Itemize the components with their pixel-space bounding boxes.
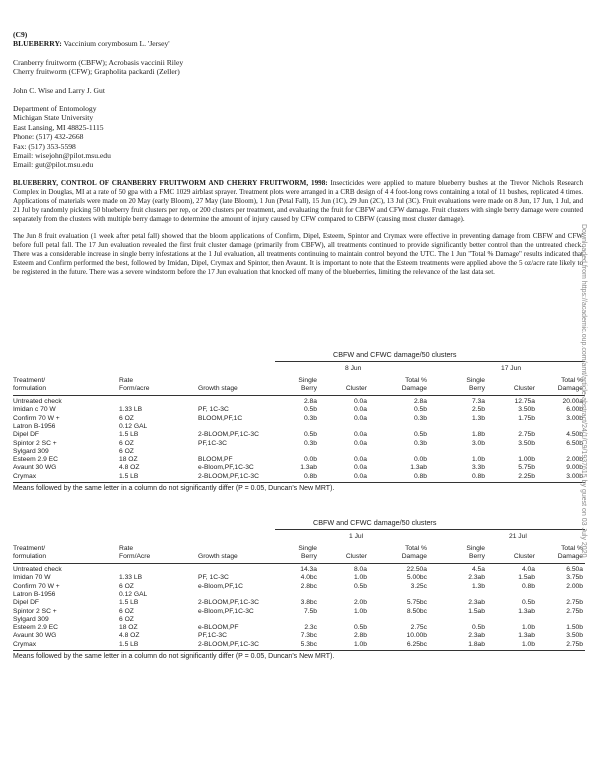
table-cell: 7.3a bbox=[471, 398, 485, 405]
column-header-line: Total % bbox=[405, 377, 427, 384]
column-header-line: Growth stage bbox=[198, 385, 238, 393]
column-header-line: Berry bbox=[301, 385, 317, 393]
table-row bbox=[13, 624, 585, 632]
header-rule bbox=[13, 395, 585, 396]
table-cell: 0.5b bbox=[471, 624, 485, 632]
table-cell: Dipel DF bbox=[13, 599, 40, 607]
table-cell: 3.0b bbox=[471, 439, 485, 447]
table-cell: 6.00b bbox=[566, 406, 583, 414]
table-cell: 1.3ab bbox=[518, 632, 535, 640]
column-header-line: Damage bbox=[557, 385, 583, 393]
table-cell: 8.0a bbox=[353, 566, 367, 573]
table-cell: 3.75b bbox=[566, 574, 583, 582]
column-header-line: formulation bbox=[13, 553, 47, 561]
table-row bbox=[13, 415, 585, 423]
table-cell: 0.0a bbox=[353, 398, 367, 405]
table-cell: 2.75b bbox=[566, 599, 583, 607]
table-cell: 2.8a bbox=[303, 398, 317, 405]
column-header-line: Cluster bbox=[345, 553, 367, 561]
table-cell: 2.75b bbox=[566, 607, 583, 615]
download-watermark-text: Downloaded from https://academic.oup.com/amt/article-abstract/24/1/C9/1937615 by guest on 03 July 2020 bbox=[580, 224, 587, 558]
table-cell: 7.5b bbox=[303, 607, 317, 615]
table-cell: 12.75a bbox=[514, 398, 535, 405]
column-header bbox=[443, 545, 485, 562]
column-header bbox=[13, 377, 98, 394]
table-cell: 1.50b bbox=[566, 624, 583, 632]
column-header-line: Rate bbox=[119, 545, 134, 552]
table-cell: 0.5b bbox=[413, 406, 427, 414]
table-cell: 0.0a bbox=[353, 464, 367, 472]
table-cell: 7.3bc bbox=[300, 632, 317, 640]
table-cell: 0.5b bbox=[303, 431, 317, 439]
column-header-line: Single bbox=[298, 377, 317, 384]
column-header-line: Cluster bbox=[345, 385, 367, 393]
table-cell: Dipel DF bbox=[13, 431, 40, 439]
table-row bbox=[13, 641, 585, 649]
table-cell: 2.8a bbox=[413, 398, 427, 405]
column-header-line: Berry bbox=[469, 553, 485, 561]
table-cell: 2.8bc bbox=[300, 582, 317, 590]
table-cell: 1.0b bbox=[353, 607, 367, 615]
table-cell: 2.00b bbox=[566, 456, 583, 464]
table-cell: 1.5ab bbox=[468, 607, 485, 615]
table-cell: 1.5ab bbox=[518, 574, 535, 582]
column-header-line: Damage bbox=[557, 553, 583, 561]
download-watermark bbox=[577, 224, 589, 604]
column-header-line: Total % bbox=[561, 377, 583, 384]
table-cell: 0.0a bbox=[353, 456, 367, 464]
crop-line bbox=[13, 39, 583, 48]
table-cell: 3.3b bbox=[471, 464, 485, 472]
table-cell: 0.5b bbox=[353, 624, 367, 632]
table-cell: 1.0b bbox=[471, 456, 485, 464]
table-cell: 1.00b bbox=[518, 456, 535, 464]
date-label: 1 Jul bbox=[349, 533, 364, 540]
table-cell: 1.0b bbox=[521, 624, 535, 632]
group-rule bbox=[275, 361, 585, 362]
table-cell: 6 OZ bbox=[119, 615, 134, 623]
table-row bbox=[13, 583, 585, 591]
table-cell: Untreated check bbox=[13, 398, 62, 405]
column-header bbox=[385, 545, 427, 562]
table-cell: 18 OZ bbox=[119, 456, 138, 464]
table-row bbox=[13, 464, 585, 472]
table-cell: 4.5a bbox=[471, 566, 485, 573]
table-row bbox=[13, 398, 585, 406]
table-cell: 3.8bc bbox=[300, 599, 317, 607]
table-cell: BLOOM,PF bbox=[198, 456, 233, 464]
table-cell: 0.5b bbox=[303, 406, 317, 414]
report-code: (C9) bbox=[13, 30, 28, 39]
table-cell: 6 OZ bbox=[119, 414, 134, 422]
table-cell: 1.5 LB bbox=[119, 640, 139, 648]
table-cell: Avaunt 30 WG bbox=[13, 632, 57, 640]
table-cell: Confirm 70 W + bbox=[13, 582, 60, 590]
table-row bbox=[13, 608, 585, 616]
column-header-line: Treatment/ bbox=[13, 545, 46, 552]
table-cell: 0.0a bbox=[353, 414, 367, 422]
column-header-line: Growth stage bbox=[198, 553, 238, 561]
table-cell: 3.50b bbox=[518, 406, 535, 414]
table-cell: Spintor 2 SC + bbox=[13, 607, 57, 615]
column-header-line: Form/Acre bbox=[119, 553, 151, 561]
column-header-line: Cluster bbox=[513, 385, 535, 393]
address-line: Email: wisejohn@pilot.msu.edu bbox=[13, 151, 111, 161]
table-cell: 2-BLOOM,PF,1C-3C bbox=[198, 640, 259, 648]
table-cell: 1.3b bbox=[471, 582, 485, 590]
table-cell: 2.75b bbox=[566, 640, 583, 648]
column-header-line: Damage bbox=[401, 385, 427, 393]
group-title: CBFW and CFWC damage/50 clusters bbox=[313, 518, 437, 527]
table-cell: 4.8 OZ bbox=[119, 464, 140, 472]
report-header bbox=[13, 30, 583, 170]
crop-name: Vaccinium corymbosum L. 'Jersey' bbox=[61, 39, 170, 49]
table-cell: 6 OZ bbox=[119, 607, 134, 615]
table-cell: 2-BLOOM,PF,1C-3C bbox=[198, 431, 259, 439]
table-cell: 0.0a bbox=[353, 472, 367, 480]
table-cell: 5.75b bbox=[518, 464, 535, 472]
table-cell: Esteem 2.9 EC bbox=[13, 624, 58, 632]
column-header bbox=[493, 553, 535, 561]
header-rule bbox=[13, 563, 585, 564]
date-label: 8 Jun bbox=[345, 365, 362, 372]
table-row bbox=[13, 448, 585, 456]
table-cell: 0.5b bbox=[521, 599, 535, 607]
pest-cbfw: Cranberry fruitworm (CBFW); Acrobasis vaccinii Riley bbox=[13, 57, 184, 67]
authors: John C. Wise and Larry J. Gut bbox=[13, 85, 105, 95]
column-header bbox=[493, 385, 535, 393]
column-header bbox=[325, 385, 367, 393]
table-cell: 2.3ab bbox=[468, 632, 485, 640]
column-header bbox=[119, 377, 169, 394]
table-cell: 0.0a bbox=[353, 406, 367, 414]
table-cell: 1.5 LB bbox=[119, 472, 139, 480]
column-header-line: Berry bbox=[469, 385, 485, 393]
address-block bbox=[13, 104, 583, 170]
address-line: Email: gut@pilot.msu.edu bbox=[13, 160, 94, 170]
table-cell: 14.3a bbox=[300, 566, 317, 573]
table-cell: e-Bloom,PF,1C bbox=[198, 582, 243, 590]
table-cell: 0.3b bbox=[303, 439, 317, 447]
table-row bbox=[13, 599, 585, 607]
table-cell: 0.12 GAL bbox=[119, 590, 148, 598]
table-cell: Latron B-1956 bbox=[13, 422, 56, 430]
table-cell: 4.0bc bbox=[300, 574, 317, 582]
table-cell: BLOOM,PF,1C bbox=[198, 414, 243, 422]
column-header bbox=[13, 545, 98, 562]
table-cell: Imidan c 70 W bbox=[13, 406, 56, 414]
crop-label: BLUEBERRY: bbox=[13, 39, 62, 49]
table-cell: Esteem 2.9 EC bbox=[13, 456, 58, 464]
table-cell: 2.00b bbox=[566, 582, 583, 590]
group-title: CBFW and CFWC damage/50 clusters bbox=[333, 350, 457, 359]
table-row bbox=[13, 574, 585, 582]
table-cell: e-Bloom,PF,1C-3C bbox=[198, 607, 254, 615]
table-row bbox=[13, 456, 585, 464]
table-cell: 1.3ab bbox=[300, 464, 317, 472]
table-cell: 1.75b bbox=[518, 414, 535, 422]
table-cell: 8.50bc bbox=[406, 607, 427, 615]
column-header bbox=[119, 545, 169, 562]
column-header bbox=[443, 377, 485, 394]
column-header bbox=[275, 377, 317, 394]
table-cell: 2-BLOOM,PF,1C-3C bbox=[198, 472, 259, 480]
column-header-line: Cluster bbox=[513, 553, 535, 561]
table-cell: 1.5 LB bbox=[119, 431, 139, 439]
table-cell: 2.25b bbox=[518, 472, 535, 480]
table-cell: 1.5 LB bbox=[119, 599, 139, 607]
table-cell: 1.3ab bbox=[518, 607, 535, 615]
table-cell: 2.3c bbox=[304, 624, 317, 632]
table-cell: 3.00b bbox=[566, 414, 583, 422]
column-header-line: Total % bbox=[405, 545, 427, 552]
column-header-line: Treatment/ bbox=[13, 377, 46, 384]
column-header-line: Damage bbox=[401, 553, 427, 561]
column-header bbox=[275, 545, 317, 562]
table-cell: 5.00bc bbox=[406, 574, 427, 582]
table-cell: 2.0b bbox=[353, 599, 367, 607]
table-cell: 2.75c bbox=[410, 624, 427, 632]
table-cell: PF,1C-3C bbox=[198, 632, 227, 640]
table-cell: 0.3b bbox=[413, 414, 427, 422]
table-cell: 3.25c bbox=[410, 582, 427, 590]
table-bottom-rule bbox=[13, 482, 585, 483]
pest-cfw: Cherry fruitworm (CFW); Grapholita packardi (Zeller) bbox=[13, 67, 180, 77]
address-line: Department of Entomology bbox=[13, 104, 97, 114]
address-line: East Lansing, MI 48825-1115 bbox=[13, 122, 104, 132]
column-header bbox=[325, 553, 367, 561]
column-header-line: Form/acre bbox=[119, 385, 150, 393]
table-cell: 0.3b bbox=[303, 414, 317, 422]
table-cell: PF,1C-3C bbox=[198, 439, 227, 447]
address-line: Phone: (517) 432-2668 bbox=[13, 132, 84, 142]
table-cell: 4.0a bbox=[521, 566, 535, 573]
table-cell: PF, 1C-3C bbox=[198, 574, 229, 582]
table-cell: 1.3ab bbox=[410, 464, 427, 472]
column-header-line: Berry bbox=[301, 553, 317, 561]
column-header-line: Total % bbox=[561, 545, 583, 552]
date-label: 21 Jul bbox=[509, 533, 527, 540]
table-cell: 3.00b bbox=[566, 472, 583, 480]
table-row bbox=[13, 423, 585, 431]
column-header-line: Single bbox=[466, 377, 485, 384]
table-cell: 2.3ab bbox=[468, 599, 485, 607]
table-cell: 9.00b bbox=[566, 464, 583, 472]
table-cell: 1.8b bbox=[471, 431, 485, 439]
table-cell: Latron B-1956 bbox=[13, 590, 56, 598]
table-cell: 4.8 OZ bbox=[119, 632, 140, 640]
methods-body: Insecticides were applied to mature blueberry bushes at the Trevor Nichols Research Complex in Douglas, MI at a rate of 50 gpa with a FMC 1029 airblast sprayer. Treatment plots were arranged in a CRB design of 4 4 foot-long rows containing a total of 11 bushes, replicated 4 times. Applications of materials were made on 20 May (early Bloom), 27 May (late Bloom), 1 Jun (Petal Fall), 15 Jun (1C), 29 Jun (2C), 13 Jul (3C). Fruit evaluations were made on 8 Jun, 17 Jun, 1 Jul, and 21 Jul by randomly picking 50 blueberry fruit clusters per rep, or 200 clusters per treatment, and evaluating the fruit for CBFW and CFW damage. Fruit clusters with single berry damage were counted separately from the clusters with multiple berry damage to determine the amount of injury caused by CFW compared to CBFW (causing most cluster damage). bbox=[13, 178, 583, 223]
table-cell: 6 OZ bbox=[119, 582, 134, 590]
table-cell: e-BLOOM,PF bbox=[198, 624, 239, 632]
table-cell: 4.50b bbox=[566, 431, 583, 439]
table-cell: 6.50b bbox=[566, 439, 583, 447]
column-header-line: Single bbox=[466, 545, 485, 552]
table-cell: 1.8ab bbox=[468, 640, 485, 648]
table-row bbox=[13, 632, 585, 640]
table-cell: 6 OZ bbox=[119, 447, 134, 455]
table-cell: 6 OZ bbox=[119, 439, 134, 447]
table-cell: 22.50a bbox=[406, 566, 427, 573]
table-cell: 20.00a bbox=[562, 398, 583, 405]
table-cell: 0.0a bbox=[353, 431, 367, 439]
table-cell: 0.0a bbox=[353, 439, 367, 447]
table-cell: 0.12 GAL bbox=[119, 422, 148, 430]
table-cell: Sylgard 309 bbox=[13, 447, 49, 455]
table-row bbox=[13, 566, 585, 574]
table-cell: 0.5b bbox=[413, 431, 427, 439]
table-cell: Untreated check bbox=[13, 566, 62, 573]
table-cell: 2.5b bbox=[471, 406, 485, 414]
table-cell: Spintor 2 SC + bbox=[13, 439, 57, 447]
table-cell: 2.75b bbox=[518, 431, 535, 439]
table-cell: Crymax bbox=[13, 472, 37, 480]
table-cell: 1.0b bbox=[353, 640, 367, 648]
table-cell: 6.50a bbox=[566, 566, 583, 573]
table-cell: 0.5b bbox=[353, 582, 367, 590]
table-cell: Crymax bbox=[13, 640, 37, 648]
date-label: 17 Jun bbox=[501, 365, 522, 372]
table-cell: 0.8b bbox=[471, 472, 485, 480]
table-cell: 6.25bc bbox=[406, 640, 427, 648]
table-cell: 1.33 LB bbox=[119, 574, 143, 582]
table-cell: 3.50b bbox=[566, 632, 583, 640]
table-cell: 0.8b bbox=[521, 582, 535, 590]
table-footnote: Means followed by the same letter in a column do not significantly differ (P = 0.05, Duncan's New MRT). bbox=[13, 485, 335, 492]
column-header bbox=[385, 377, 427, 394]
table-cell: 10.00b bbox=[406, 632, 427, 640]
methods-paragraph bbox=[13, 179, 583, 224]
table-cell: 1.3b bbox=[471, 414, 485, 422]
table-cell: 1.33 LB bbox=[119, 406, 143, 414]
column-header-line: Single bbox=[298, 545, 317, 552]
table-cell: 1.0b bbox=[521, 640, 535, 648]
pest-list bbox=[13, 58, 583, 77]
column-header-line: Rate bbox=[119, 377, 134, 384]
table-cell: 5.75bc bbox=[406, 599, 427, 607]
table-cell: 0.3b bbox=[413, 439, 427, 447]
table-cell: 2-BLOOM,PF,1C-3C bbox=[198, 599, 259, 607]
address-line: Fax: (517) 353-5598 bbox=[13, 141, 76, 151]
table-cell: e-Bloom,PF,1C-3C bbox=[198, 464, 254, 472]
table-row bbox=[13, 473, 585, 481]
table-row bbox=[13, 616, 585, 624]
report-page bbox=[13, 30, 583, 277]
results-paragraph: The Jun 8 fruit evaluation (1 week after petal fall) showed that the bloom applications of Confirm, Dipel, Esteem, Spintor and Crymax were effective in preventing damage from CBFW and CFW before full petal fall. The 17 Jun evaluation revealed the first fruit cluster damage (primarily from CBFW), all treatments continued to provide significantly better control than the untreated check. There was a considerable increase in single berry infestations at the 1 Jul evaluation, all treatments continuing to maintain control beyond the UTC. The 1 Jun "Total % Damage" results indicated that Esteem and Confirm performed the best, followed by Imidan, Dipel, Crymax and Spintor, then Avaunt. It is important to note that the Esteem treatments were applied above the 5 oz/acre rate likely to be registered in the future. There was a severe windstorm before the 17 Jun evaluation that knocked off many of the blueberries, limiting the relevance of the last data set. bbox=[13, 232, 583, 277]
table-cell: PF, 1C-3C bbox=[198, 406, 229, 414]
table-cell: 1.0b bbox=[353, 574, 367, 582]
group-rule bbox=[275, 529, 585, 530]
table-row bbox=[13, 591, 585, 599]
table-cell: 0.0b bbox=[413, 456, 427, 464]
table-cell: 0.8b bbox=[413, 472, 427, 480]
table-cell: Avaunt 30 WG bbox=[13, 464, 57, 472]
table-cell: 5.3bc bbox=[300, 640, 317, 648]
table-cell: Confirm 70 W + bbox=[13, 414, 60, 422]
methods-title: BLUEBERRY, CONTROL OF CRANBERRY FRUITWORM AND CHERRY FRUITWORM, 1998: bbox=[13, 178, 328, 187]
address-line: Michigan State University bbox=[13, 113, 94, 123]
table-cell: 0.8b bbox=[303, 472, 317, 480]
table-cell: 2.8b bbox=[353, 632, 367, 640]
table-cell: 0.0b bbox=[303, 456, 317, 464]
table-row bbox=[13, 431, 585, 439]
table-footnote: Means followed by the same letter in a column do not significantly differ (P = 0.05, Duncan's New MRT). bbox=[13, 653, 335, 660]
table-cell: Imidan 70 W bbox=[13, 574, 51, 582]
table-cell: 3.50b bbox=[518, 439, 535, 447]
table-cell: 18 OZ bbox=[119, 624, 138, 632]
table-row bbox=[13, 406, 585, 414]
table-bottom-rule bbox=[13, 650, 585, 651]
table-cell: 2.3ab bbox=[468, 574, 485, 582]
table-row bbox=[13, 440, 585, 448]
table-cell: Sylgard 309 bbox=[13, 615, 49, 623]
column-header-line: formulation bbox=[13, 385, 47, 393]
